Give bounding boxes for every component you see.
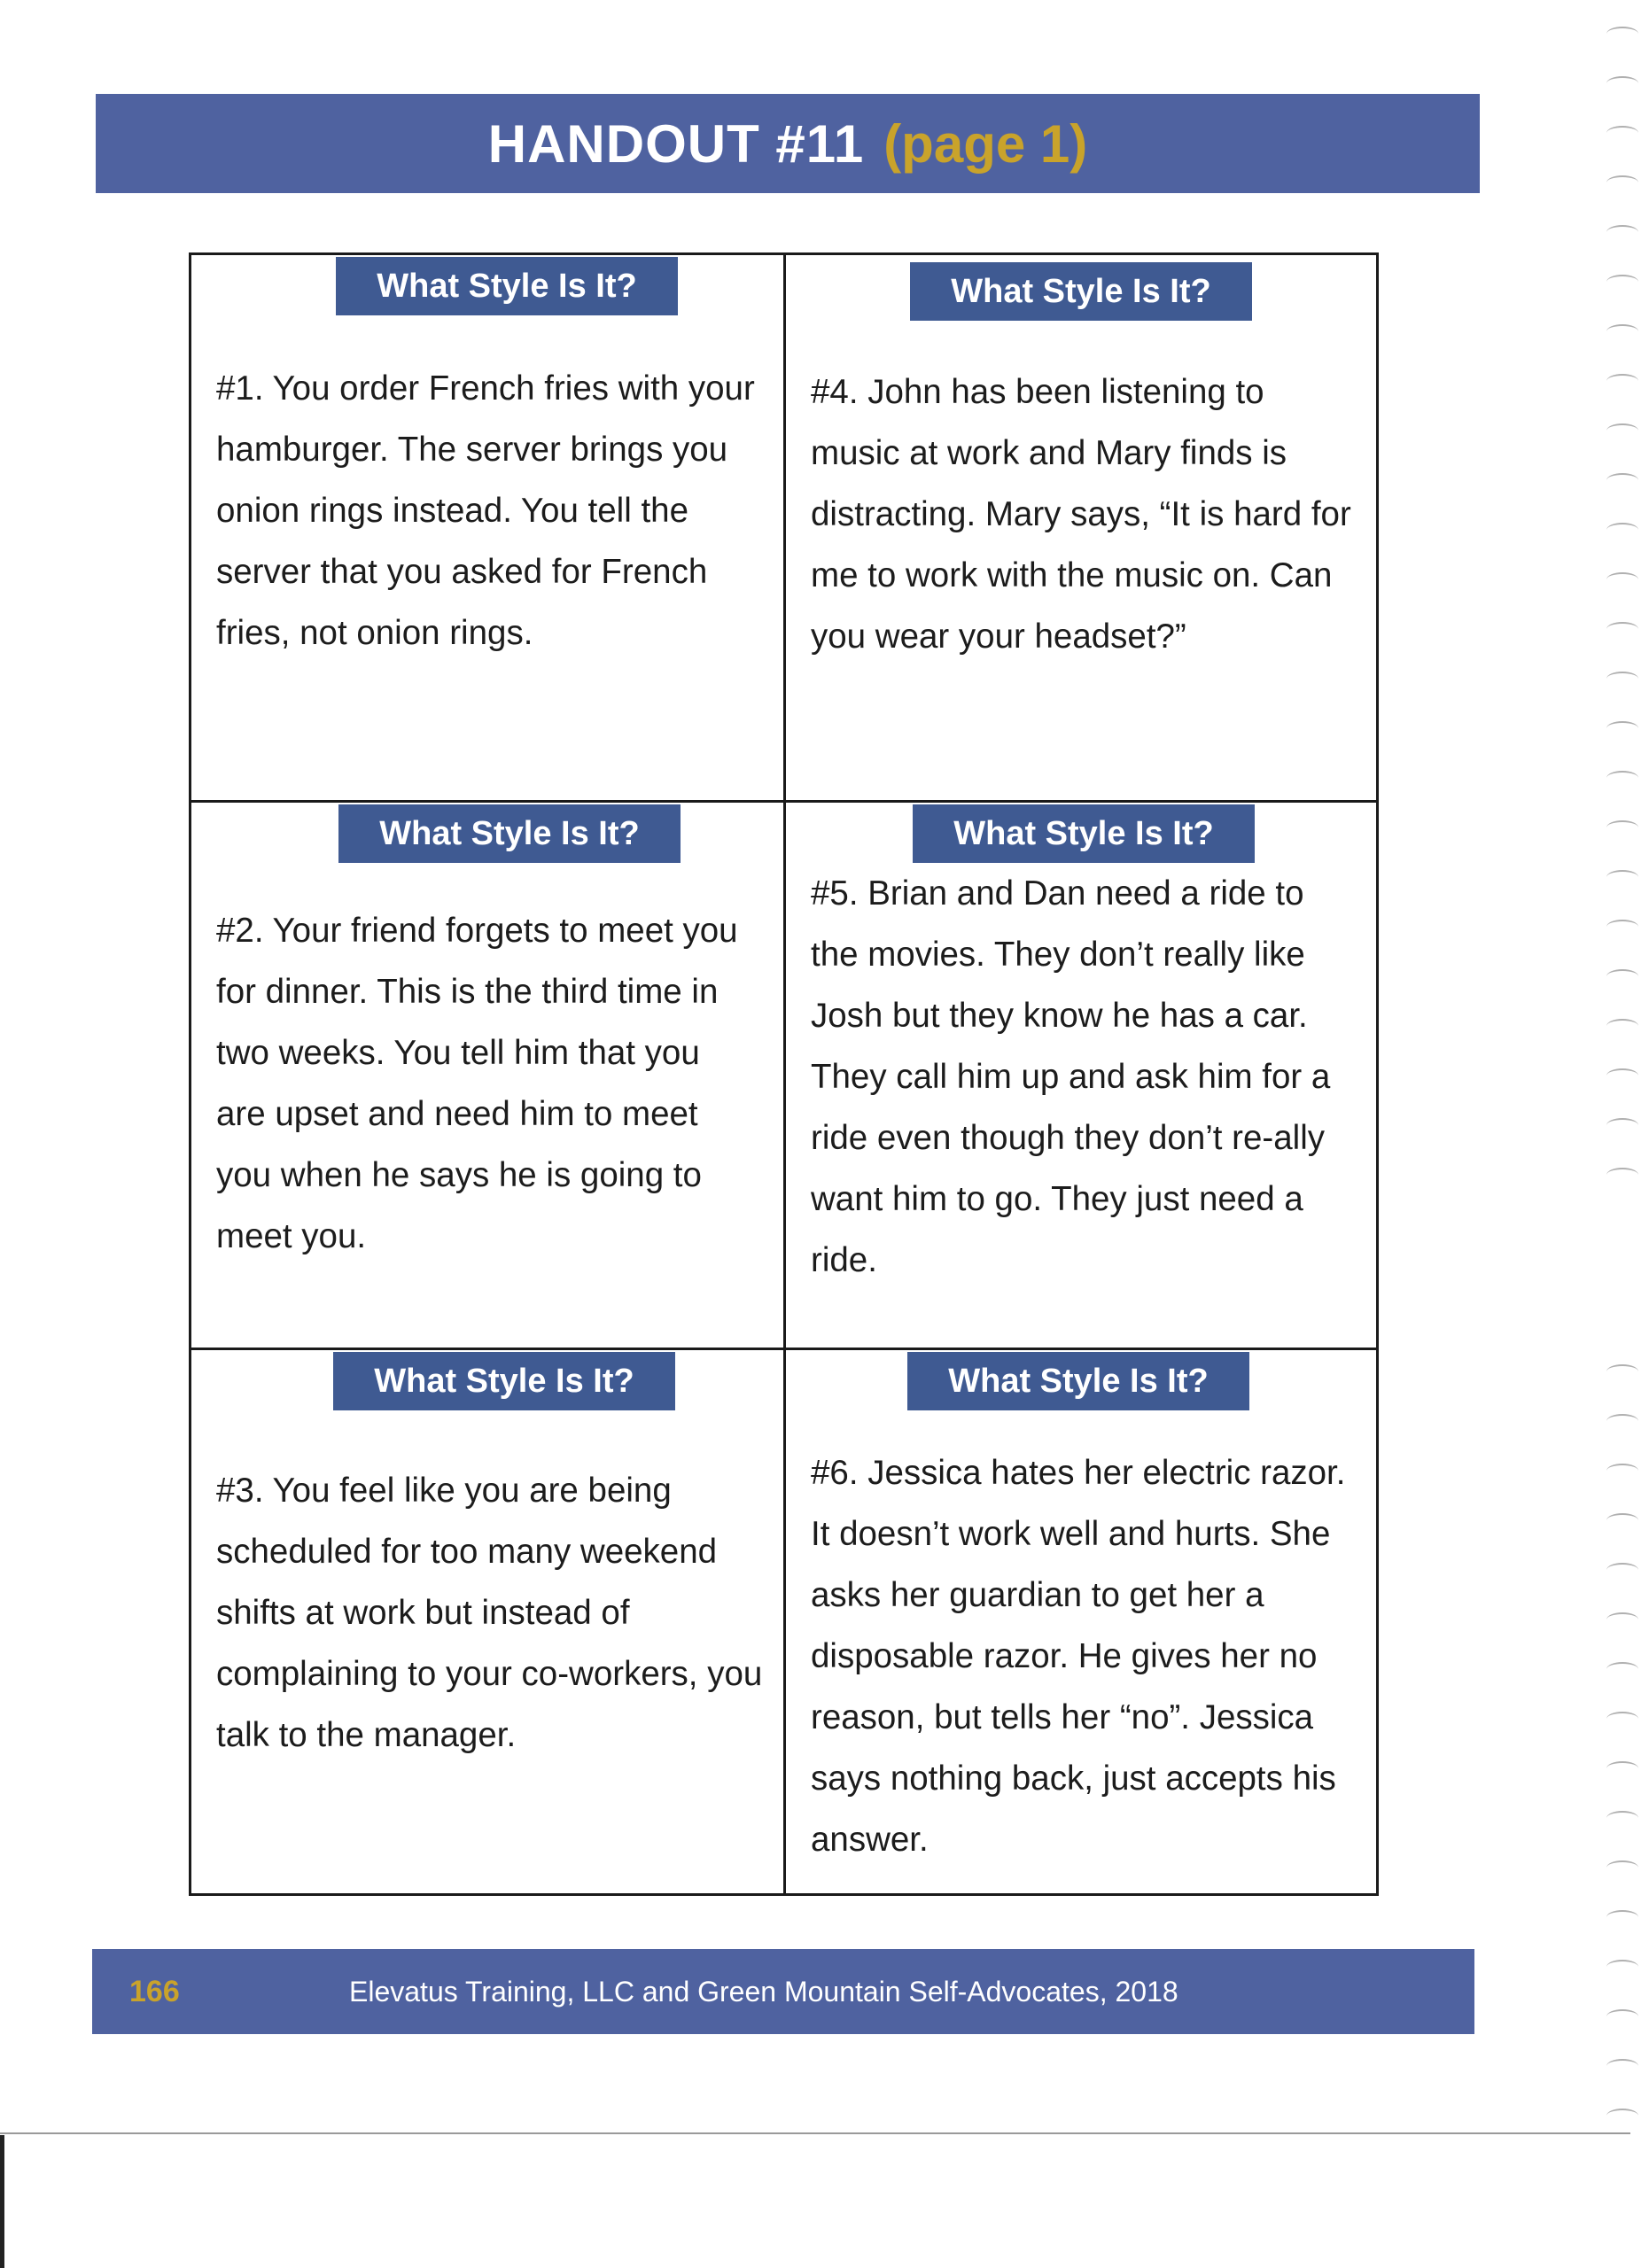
scenario-text-5: #5. Brian and Dan need a ride to the movies. They don’t really like Josh but they know he has a car. They call him up and ask him for a ride even though they don’t re-ally want him to go. They just need a ride. <box>811 874 1331 1279</box>
punch-mark <box>1606 27 1638 41</box>
punch-mark <box>1606 1860 1638 1875</box>
punch-mark <box>1606 721 1638 735</box>
scenario-cell-5 <box>786 803 1376 1350</box>
scenario-grid <box>189 252 1379 1896</box>
punch-mark <box>1606 423 1638 438</box>
scenario-cell-2 <box>191 803 786 1350</box>
punch-mark <box>1606 1662 1638 1676</box>
punch-mark <box>1606 2109 1638 2123</box>
punch-mark <box>1606 572 1638 586</box>
punch-mark <box>1606 1612 1638 1627</box>
cell-label: What Style Is It? <box>336 257 678 315</box>
cell-label: What Style Is It? <box>333 1352 675 1410</box>
punch-mark <box>1606 820 1638 835</box>
cell-label: What Style Is It? <box>907 1352 1249 1410</box>
scenario-text-3: #3. You feel like you are being scheduled for too many weekend shifts at work but instead of complaining to your co-workers, you talk to the manager. <box>216 1472 763 1754</box>
scenario-cell-6 <box>786 1350 1376 1893</box>
punch-mark <box>1606 1414 1638 1428</box>
punch-mark <box>1606 374 1638 388</box>
punch-mark <box>1606 225 1638 239</box>
punch-mark <box>1606 76 1638 90</box>
scenario-text-4: #4. John has been listening to music at work and Mary finds is distracting. Mary says, “It is hard for me to work with the music on. Can you wear your headset?” <box>811 373 1351 656</box>
punch-mark <box>1606 1068 1638 1083</box>
scenario-cell-3 <box>191 1350 786 1893</box>
page-title: HANDOUT #11 <box>487 113 865 174</box>
punch-mark <box>1606 771 1638 785</box>
punch-mark <box>1606 870 1638 884</box>
scenario-text-1: #1. You order French fries with your hamburger. The server brings you onion rings instead. You tell the server that you asked for French fries, not onion rings. <box>216 369 755 652</box>
punch-mark <box>1606 2059 1638 2073</box>
cell-label: What Style Is It? <box>910 262 1252 321</box>
punch-mark <box>1606 920 1638 934</box>
cell-label: What Style Is It? <box>338 804 681 863</box>
page-number: 166 <box>129 1974 180 2008</box>
scenario-cell-1 <box>191 255 786 803</box>
punch-mark <box>1606 324 1638 338</box>
punch-mark <box>1606 672 1638 686</box>
punch-mark <box>1606 1118 1638 1132</box>
punch-mark <box>1606 126 1638 140</box>
punch-mark <box>1606 1563 1638 1577</box>
punch-mark <box>1606 969 1638 983</box>
punch-mark <box>1606 523 1638 537</box>
page-edge-shadow <box>0 2135 4 2268</box>
punch-mark <box>1606 1712 1638 1726</box>
punch-mark <box>1606 1019 1638 1033</box>
punch-mark <box>1606 1513 1638 1527</box>
punch-mark <box>1606 473 1638 487</box>
punch-mark <box>1606 1910 1638 1924</box>
punch-mark <box>1606 1364 1638 1379</box>
punch-mark <box>1606 1761 1638 1775</box>
footer-bar <box>92 1949 1474 2034</box>
punch-mark <box>1606 2009 1638 2023</box>
page-subtitle: (page 1) <box>883 113 1088 174</box>
title-banner <box>96 94 1480 193</box>
scenario-text-2: #2. Your friend forgets to meet you for dinner. This is the third time in two weeks. You tell him that you are upset and need him to meet you when he says he is going to meet you. <box>216 912 738 1255</box>
punch-mark <box>1606 1960 1638 1974</box>
punch-mark <box>1606 622 1638 636</box>
punch-mark <box>1606 1168 1638 1182</box>
page-edge-line <box>0 2132 1630 2134</box>
punch-mark <box>1606 1811 1638 1825</box>
punch-mark <box>1606 275 1638 289</box>
scenario-cell-4 <box>786 255 1376 803</box>
footer-credit: Elevatus Training, LLC and Green Mountain Self-Advocates, 2018 <box>349 1975 1178 2008</box>
scenario-text-6: #6. Jessica hates her electric razor. It doesn’t work well and hurts. She asks her guardian to get her a disposable razor. He gives her no reason, but tells her “no”. Jessica says nothing back, just accepts his answer. <box>811 1454 1346 1859</box>
punch-mark <box>1606 1464 1638 1478</box>
punch-mark <box>1606 175 1638 190</box>
cell-label: What Style Is It? <box>913 804 1255 863</box>
